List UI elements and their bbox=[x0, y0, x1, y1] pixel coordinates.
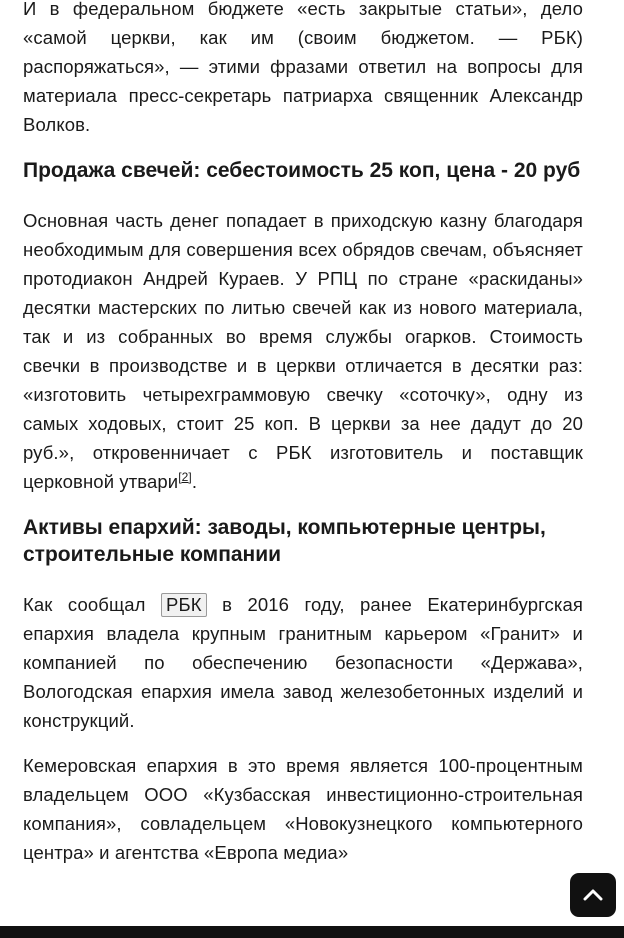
heading-candle-sales: Продажа свечей: себестоимость 25 коп, цена - 20 руб bbox=[23, 159, 581, 182]
rbc-link[interactable]: РБК bbox=[161, 593, 207, 617]
scroll-to-top-button[interactable] bbox=[570, 873, 616, 917]
paragraph-rbc-before: Как сообщал bbox=[23, 594, 162, 615]
paragraph-candles-end: . bbox=[191, 471, 198, 492]
paragraph-candles-text: Основная часть денег попадает в приходскую казну благодаря необходимым для совершения всех обрядов свечам, объясняет протодиакон Андрей Кураев. У РПЦ по стране «раскиданы» десятки мастерских по литью свечей как из нового материала, так и из собранных во время службы огарков. Стоимость свечки в производстве и в церкви отличается в десятки раз: «изготовить четырехграммовую свечку «соточку», одну из самых ходовых, стоит 25 коп. В церкви за нее дадут до 20 руб.», откровенничает с РБК изготовитель и поставщик церковной утвари bbox=[23, 210, 583, 492]
paragraph-rbc-report bbox=[23, 590, 583, 735]
footnote-link-2[interactable]: [2] bbox=[178, 469, 192, 484]
heading-diocese-assets: Активы епархий: заводы, компьютерные центры, строительные компании bbox=[23, 516, 546, 566]
paragraph-candles bbox=[23, 206, 583, 496]
paragraph-press-secretary: И в федеральном бюджете «есть закрытые статьи», дело «самой церкви, как им (своим бюджетом. — РБК) распоряжаться», — этими фразами ответил на вопросы для материала пресс-секретарь патриарха священник Александр Волков. bbox=[23, 0, 583, 135]
paragraph-rbc-after: в 2016 году, ранее Екатеринбургская епархия владела крупным гранитным карьером «Гранит» и компанией по обеспечению безопасности «Держава», Вологодская епархия имела завод железобетонных изделий и конструкций. bbox=[23, 594, 584, 731]
article-body bbox=[23, 0, 583, 883]
chevron-up-icon bbox=[582, 888, 604, 902]
paragraph-kemerovo: Кемеровская епархия в это время является 100-процентным владельцем ООО «Кузбасская инвестиционно-строительная компания», совладельцем «Новокузнецкого компьютерного центра» и агентства «Европа медиа» bbox=[23, 755, 583, 863]
bottom-navigation-bar bbox=[0, 926, 624, 938]
